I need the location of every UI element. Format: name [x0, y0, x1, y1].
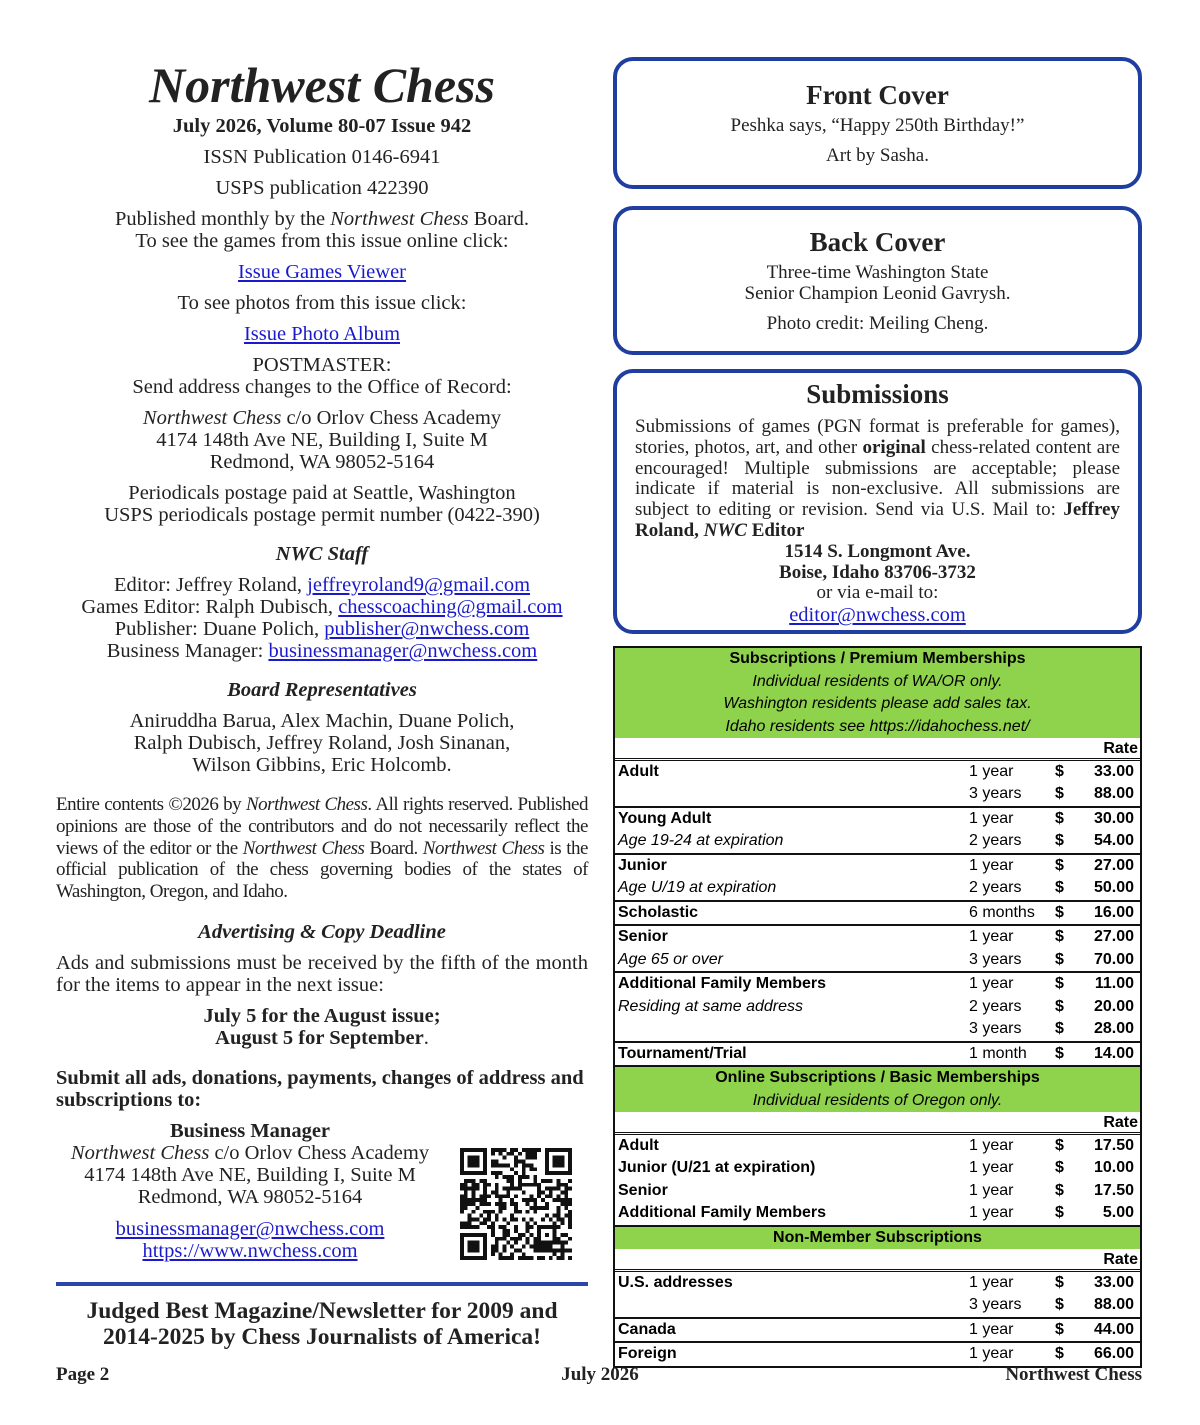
staff-role: Editor: Jeffrey Roland,	[113, 574, 308, 596]
row-label: Additional Family Members	[618, 1204, 827, 1221]
online-rows	[615, 1135, 1140, 1225]
row-label: Scholastic	[618, 903, 699, 921]
row-dollar-sign: $	[1055, 856, 1064, 874]
back-cover-line-1: Three-time Washington State	[766, 262, 989, 283]
table-row	[615, 926, 1140, 949]
business-manager-heading: Business Manager	[169, 1119, 331, 1142]
nonmember-rows	[615, 1272, 1140, 1366]
row-duration: 2 years	[969, 832, 1022, 849]
row-duration: 1 year	[969, 1273, 1014, 1291]
table-row-group	[615, 973, 1140, 1043]
staff-heading: NWC Staff	[275, 543, 369, 565]
row-duration: 2 years	[969, 997, 1022, 1015]
table-row-group	[615, 1319, 1140, 1344]
published-line: Published monthly by the Northwest Chess Board.	[114, 208, 529, 230]
rate-header: Rate	[615, 1249, 1140, 1272]
row-label: Junior	[618, 856, 667, 874]
table-row	[615, 808, 1140, 831]
row-dollar-sign: $	[1055, 832, 1064, 849]
business-manager-name: Northwest Chess c/o Orlov Chess Academy	[70, 1141, 430, 1164]
front-cover-box	[613, 57, 1142, 189]
row-duration: 1 year	[969, 1345, 1014, 1362]
table-row	[615, 1343, 1140, 1366]
row-duration: 1 year	[969, 928, 1014, 945]
staff-member	[56, 574, 588, 596]
games-prompt: To see the games from this issue online click:	[135, 230, 509, 252]
staff-list	[56, 574, 588, 662]
row-duration: 1 year	[969, 1320, 1014, 1338]
premium-rows	[615, 761, 1140, 1066]
row-amount: 30.00	[1093, 809, 1134, 827]
row-dollar-sign: $	[1055, 928, 1064, 945]
table-row	[615, 1319, 1140, 1342]
submissions-address-1: 1514 S. Longmont Ave.	[784, 540, 971, 562]
table-row-group	[615, 855, 1140, 902]
row-duration: 1 year	[969, 1181, 1014, 1199]
periodicals-line-1: Periodicals postage paid at Seattle, Washington	[128, 482, 516, 504]
row-duration: 1 month	[969, 1044, 1027, 1062]
table-row	[615, 949, 1140, 972]
row-amount: 16.00	[1093, 903, 1134, 921]
row-label: Residing at same address	[618, 997, 803, 1015]
board-line-3: Wilson Gibbins, Eric Holcomb.	[192, 754, 452, 776]
row-amount: 14.00	[1093, 1044, 1134, 1062]
front-cover-line-2: Art by Sasha.	[826, 145, 929, 166]
table-row	[615, 830, 1140, 853]
business-manager-address-1: 4174 148th Ave NE, Building I, Suite M	[84, 1163, 416, 1186]
premium-title: Subscriptions / Premium Memberships	[729, 650, 1026, 667]
row-duration: 1 year	[969, 1136, 1014, 1154]
deadline-text: Ads and submissions must be received by the fifth of the month for the items to appear in the next issue:	[56, 951, 588, 996]
row-label: Age 19-24 at expiration	[618, 832, 784, 849]
online-note: Individual residents of Oregon only.	[752, 1091, 1003, 1109]
postmaster-text: Send address changes to the Office of Record:	[132, 376, 512, 398]
row-duration: 3 years	[969, 950, 1022, 968]
deadline-line-1: July 5 for the August issue;	[203, 1004, 441, 1027]
photos-prompt: To see photos from this issue click:	[177, 292, 467, 314]
back-cover-line-3: Photo credit: Meiling Cheng.	[766, 313, 989, 334]
row-label: Adult	[618, 762, 659, 780]
staff-member	[56, 596, 588, 618]
usps-line: USPS publication 422390	[215, 177, 429, 199]
row-dollar-sign: $	[1055, 1136, 1064, 1154]
back-cover-line-2: Senior Champion Leonid Gavrysh.	[744, 283, 1011, 304]
row-dollar-sign: $	[1055, 785, 1064, 802]
row-dollar-sign: $	[1055, 1320, 1064, 1338]
row-dollar-sign: $	[1055, 1273, 1064, 1291]
row-duration: 1 year	[969, 809, 1014, 827]
office-name: Northwest Chess c/o Orlov Chess Academy	[142, 407, 502, 429]
premium-note-3: Idaho residents see https://idahochess.net/	[725, 717, 1030, 735]
row-duration: 1 year	[969, 1204, 1014, 1221]
row-dollar-sign: $	[1055, 903, 1064, 921]
footer-date: July 2026	[561, 1364, 639, 1385]
nonmember-header	[615, 1225, 1140, 1250]
submissions-box	[613, 369, 1142, 634]
subscription-table	[613, 646, 1142, 1368]
premium-header	[615, 648, 1140, 738]
row-label: Young Adult	[618, 809, 712, 827]
row-dollar-sign: $	[1055, 1159, 1064, 1176]
row-duration: 1 year	[969, 762, 1014, 780]
board-line-1: Aniruddha Barua, Alex Machin, Duane Polich,	[129, 710, 515, 732]
footer-page-number: Page 2	[56, 1364, 110, 1385]
row-dollar-sign: $	[1055, 1345, 1064, 1362]
row-duration: 3 years	[969, 785, 1022, 802]
divider-rule	[56, 1282, 588, 1286]
row-amount: 70.00	[1093, 950, 1134, 968]
row-amount: 27.00	[1093, 856, 1134, 874]
submissions-address-2: Boise, Idaho 83706-3732	[779, 561, 976, 583]
row-label: U.S. addresses	[618, 1273, 733, 1291]
row-dollar-sign: $	[1055, 1204, 1064, 1221]
deadline-heading: Advertising & Copy Deadline	[198, 920, 446, 943]
table-row-group	[615, 1272, 1140, 1319]
board-line-2: Ralph Dubisch, Jeffrey Roland, Josh Sinanan,	[133, 732, 511, 754]
row-amount: 20.00	[1093, 997, 1134, 1015]
table-row	[615, 1157, 1140, 1180]
table-row	[615, 973, 1140, 996]
staff-member	[56, 640, 588, 662]
row-label: Age 65 or over	[618, 950, 723, 968]
table-row	[615, 855, 1140, 878]
table-row	[615, 1018, 1140, 1041]
office-address-2: Redmond, WA 98052-5164	[209, 451, 435, 473]
row-dollar-sign: $	[1055, 879, 1064, 896]
copyright-notice: Entire contents ©2026 by Northwest Chess. All rights reserved. Published opinions are those of the contributors and do not necessarily reflect the views of the editor or the Northwest Chess Board. Northwest Chess is the official publication of the chess governing bodies of the states of Washington, Oregon, and Idaho.	[56, 794, 588, 903]
row-label: Age U/19 at expiration	[618, 879, 777, 896]
staff-member	[56, 618, 588, 640]
nonmember-title: Non-Member Subscriptions	[773, 1228, 982, 1246]
row-label: Additional Family Members	[618, 975, 827, 992]
table-row	[615, 1272, 1140, 1295]
row-duration: 1 year	[969, 975, 1014, 992]
row-duration: 1 year	[969, 1159, 1014, 1176]
row-label: Canada	[618, 1320, 676, 1338]
editor-email-link[interactable]: editor@nwchess.com	[789, 604, 966, 627]
row-duration: 2 years	[969, 879, 1022, 896]
row-amount: 54.00	[1093, 832, 1134, 849]
submissions-or: or via e-mail to:	[816, 582, 939, 604]
table-row-group	[615, 1135, 1140, 1225]
online-title: Online Subscriptions / Basic Memberships	[715, 1069, 1040, 1086]
row-dollar-sign: $	[1055, 1020, 1064, 1037]
row-label: Tournament/Trial	[618, 1044, 747, 1062]
row-duration: 1 year	[969, 856, 1014, 874]
table-row-group	[615, 761, 1140, 808]
table-row	[615, 761, 1140, 784]
staff-role: Publisher: Duane Polich,	[114, 618, 325, 640]
row-amount: 33.00	[1093, 762, 1134, 780]
table-row-group	[615, 902, 1140, 927]
online-header	[615, 1065, 1140, 1112]
table-row	[615, 902, 1140, 925]
staff-email-link[interactable]: chesscoaching@gmail.com	[338, 596, 563, 618]
submissions-text: Submissions of games (PGN format is preferable for games), stories, photos, art, and other original chess-related content are encouraged! Multiple submissions are acceptable; please indicate if material is non-exclusive. All submissions are subject to editing or revision. Send via U.S. Mail to: Jeffrey Roland, NWC Editor	[635, 416, 1120, 541]
table-row-group	[615, 1343, 1140, 1366]
row-duration: 3 years	[969, 1020, 1022, 1037]
masthead-column	[56, 56, 588, 1350]
table-row-group	[615, 1043, 1140, 1066]
footer-magazine-name: Northwest Chess	[1005, 1364, 1142, 1385]
row-dollar-sign: $	[1055, 975, 1064, 992]
deadline-line-2: August 5 for September.	[215, 1026, 429, 1049]
row-amount: 28.00	[1093, 1020, 1134, 1037]
row-amount: 44.00	[1093, 1320, 1134, 1338]
premium-note-1: Individual residents of WA/OR only.	[752, 672, 1003, 690]
qr-code-icon[interactable]	[460, 1148, 572, 1260]
issue-line: July 2026, Volume 80-07 Issue 942	[172, 115, 472, 137]
row-amount: 5.00	[1102, 1204, 1134, 1221]
business-manager-address-2: Redmond, WA 98052-5164	[137, 1185, 363, 1208]
issn-line: ISSN Publication 0146-6941	[203, 146, 441, 168]
board-heading: Board Representatives	[227, 679, 417, 701]
table-row	[615, 783, 1140, 806]
row-amount: 11.00	[1094, 975, 1134, 992]
row-dollar-sign: $	[1055, 950, 1064, 968]
staff-email-link[interactable]: businessmanager@nwchess.com	[268, 640, 538, 662]
postmaster-heading: POSTMASTER:	[252, 354, 392, 376]
award-statement: Judged Best Magazine/Newsletter for 2009 and 2014-2025 by Chess Journalists of America!	[86, 1298, 558, 1350]
row-amount: 88.00	[1093, 785, 1134, 802]
submissions-title: Submissions	[806, 379, 949, 409]
front-cover-line-1: Peshka says, “Happy 250th Birthday!”	[730, 115, 1025, 136]
row-amount: 17.50	[1093, 1136, 1134, 1154]
row-amount: 33.00	[1093, 1273, 1134, 1291]
row-label: Senior	[618, 928, 668, 945]
staff-role: Business Manager:	[106, 640, 269, 662]
row-dollar-sign: $	[1055, 1296, 1064, 1313]
rate-header: Rate	[615, 1112, 1140, 1135]
row-label: Junior (U/21 at expiration)	[618, 1159, 816, 1176]
row-amount: 66.00	[1093, 1345, 1134, 1362]
row-amount: 50.00	[1093, 879, 1134, 896]
issue-photo-album-link[interactable]: Issue Photo Album	[243, 323, 401, 345]
row-label: Adult	[618, 1136, 659, 1154]
row-label: Senior	[618, 1181, 668, 1199]
table-row	[615, 996, 1140, 1019]
row-amount: 17.50	[1093, 1181, 1134, 1199]
submit-instructions: Submit all ads, donations, payments, changes of address and subscriptions to:	[56, 1066, 584, 1111]
back-cover-title: Back Cover	[809, 227, 946, 257]
back-cover-box	[613, 206, 1142, 355]
staff-role: Games Editor: Ralph Dubisch,	[81, 596, 339, 618]
table-row-group	[615, 808, 1140, 855]
row-dollar-sign: $	[1055, 997, 1064, 1015]
row-dollar-sign: $	[1055, 762, 1064, 780]
issue-games-viewer-link[interactable]: Issue Games Viewer	[237, 261, 407, 283]
row-dollar-sign: $	[1055, 809, 1064, 827]
front-cover-title: Front Cover	[806, 80, 949, 110]
table-row	[615, 1135, 1140, 1158]
masthead-title: Northwest Chess	[149, 57, 495, 113]
staff-email-link[interactable]: publisher@nwchess.com	[324, 618, 530, 640]
table-row	[615, 1043, 1140, 1066]
row-amount: 88.00	[1093, 1296, 1134, 1313]
row-duration: 3 years	[969, 1296, 1022, 1313]
row-label: Foreign	[618, 1345, 677, 1362]
table-row	[615, 1202, 1140, 1225]
business-manager-email-link[interactable]: businessmanager@nwchess.com	[115, 1217, 385, 1240]
table-row	[615, 1180, 1140, 1203]
staff-email-link[interactable]: jeffreyroland9@gmail.com	[307, 574, 531, 596]
row-amount: 27.00	[1093, 928, 1134, 945]
row-dollar-sign: $	[1055, 1044, 1064, 1062]
row-amount: 10.00	[1093, 1159, 1134, 1176]
website-link[interactable]: https://www.nwchess.com	[142, 1239, 358, 1262]
periodicals-line-2: USPS periodicals postage permit number (0422-390)	[104, 504, 540, 526]
row-dollar-sign: $	[1055, 1181, 1064, 1199]
rate-header: Rate	[615, 738, 1140, 761]
table-row	[615, 877, 1140, 900]
office-address-1: 4174 148th Ave NE, Building I, Suite M	[156, 429, 488, 451]
row-duration: 6 months	[969, 903, 1035, 921]
table-row	[615, 1294, 1140, 1317]
table-row-group	[615, 926, 1140, 973]
premium-note-2: Washington residents please add sales tax.	[723, 695, 1032, 712]
